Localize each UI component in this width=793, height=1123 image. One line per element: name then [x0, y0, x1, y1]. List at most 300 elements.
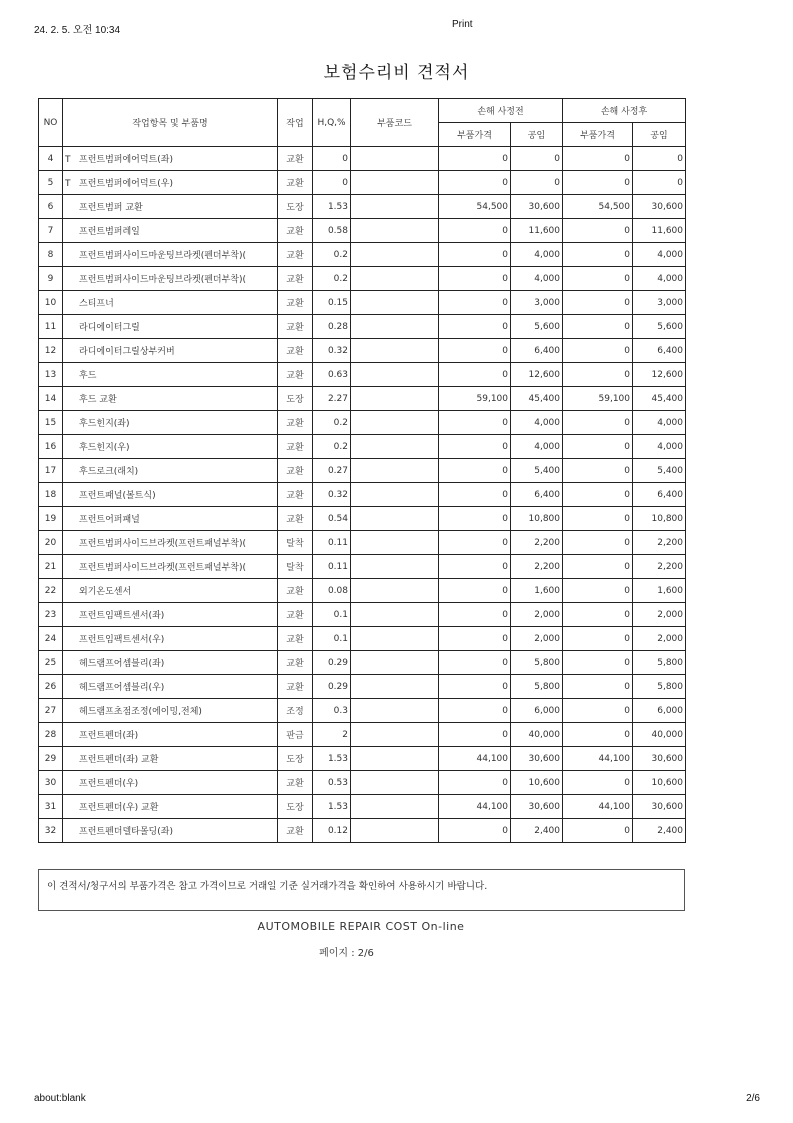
header-part-code: 부품코드 [351, 99, 439, 147]
table-row [39, 531, 686, 555]
item-name-text: 후드힌지(좌) [79, 419, 130, 429]
cell-work-type: 탈착 [278, 555, 313, 579]
table-row [39, 771, 686, 795]
cell-before-labor: 30,600 [511, 195, 563, 219]
cell-after-labor: 1,600 [633, 579, 686, 603]
cell-work-type: 교환 [278, 627, 313, 651]
cell-item-name [63, 651, 278, 675]
cell-item-name [63, 339, 278, 363]
table-row [39, 171, 686, 195]
cell-part-code [351, 243, 439, 267]
table-row [39, 603, 686, 627]
cell-after-part-price: 0 [563, 771, 633, 795]
cell-before-labor: 5,400 [511, 459, 563, 483]
header-before-part-price: 부품가격 [439, 123, 511, 147]
cell-no: 22 [39, 579, 63, 603]
cell-after-part-price: 0 [563, 507, 633, 531]
cell-before-labor: 6,400 [511, 339, 563, 363]
cell-item-name [63, 555, 278, 579]
cell-item-name [63, 603, 278, 627]
cell-hq: 0.54 [313, 507, 351, 531]
cell-after-labor: 2,000 [633, 627, 686, 651]
cell-work-type: 교환 [278, 771, 313, 795]
cell-before-labor: 5,600 [511, 315, 563, 339]
cell-work-type: 교환 [278, 411, 313, 435]
cell-no: 15 [39, 411, 63, 435]
cell-work-type: 교환 [278, 435, 313, 459]
cell-before-labor: 40,000 [511, 723, 563, 747]
cell-after-part-price: 0 [563, 339, 633, 363]
cell-item-name [63, 699, 278, 723]
cell-before-part-price: 0 [439, 699, 511, 723]
cell-after-part-price: 44,100 [563, 795, 633, 819]
cell-before-part-price: 0 [439, 147, 511, 171]
item-mark: T [65, 155, 71, 165]
cell-before-labor: 30,600 [511, 747, 563, 771]
cell-before-part-price: 0 [439, 579, 511, 603]
cell-no: 10 [39, 291, 63, 315]
cell-after-labor: 6,400 [633, 483, 686, 507]
cell-after-labor: 40,000 [633, 723, 686, 747]
cell-item-name [63, 483, 278, 507]
cell-item-name [63, 363, 278, 387]
cell-item-name [63, 795, 278, 819]
item-name-text: 프런트펜더델타몰딩(좌) [79, 827, 173, 837]
cell-before-labor: 4,000 [511, 243, 563, 267]
cell-item-name [63, 747, 278, 771]
cell-item-name [63, 459, 278, 483]
table-row [39, 627, 686, 651]
cell-after-labor: 0 [633, 147, 686, 171]
cell-part-code [351, 435, 439, 459]
cell-before-part-price: 0 [439, 603, 511, 627]
cell-after-labor: 0 [633, 171, 686, 195]
cell-hq: 1.53 [313, 795, 351, 819]
cell-no: 13 [39, 363, 63, 387]
table-row [39, 651, 686, 675]
cell-after-part-price: 0 [563, 579, 633, 603]
cell-no: 29 [39, 747, 63, 771]
cell-part-code [351, 531, 439, 555]
cell-part-code [351, 603, 439, 627]
cell-after-labor: 5,800 [633, 651, 686, 675]
cell-before-part-price: 0 [439, 363, 511, 387]
cell-before-labor: 6,400 [511, 483, 563, 507]
cell-before-labor: 30,600 [511, 795, 563, 819]
cell-before-labor: 4,000 [511, 411, 563, 435]
cell-after-part-price: 0 [563, 171, 633, 195]
cell-work-type: 교환 [278, 147, 313, 171]
item-name-text: 후드 교환 [79, 395, 117, 405]
cell-work-type: 교환 [278, 171, 313, 195]
cell-before-part-price: 0 [439, 459, 511, 483]
item-name-text: 후드 [79, 371, 97, 381]
cell-hq: 0.11 [313, 555, 351, 579]
cell-before-labor: 10,600 [511, 771, 563, 795]
item-name-text: 헤드램프어셈블리(우) [79, 683, 165, 693]
cell-before-labor: 45,400 [511, 387, 563, 411]
price-disclaimer-box [38, 869, 685, 911]
table-row [39, 435, 686, 459]
item-name-text: 라디에이터그릴 [79, 323, 140, 333]
cell-after-part-price: 0 [563, 243, 633, 267]
cell-hq: 0.32 [313, 339, 351, 363]
table-row [39, 315, 686, 339]
cell-part-code [351, 267, 439, 291]
print-page-count: 2/6 [746, 1093, 760, 1104]
cell-before-part-price: 0 [439, 411, 511, 435]
cell-before-part-price: 0 [439, 531, 511, 555]
cell-before-part-price: 59,100 [439, 387, 511, 411]
cell-no: 23 [39, 603, 63, 627]
cell-before-part-price: 44,100 [439, 747, 511, 771]
cell-item-name [63, 411, 278, 435]
price-disclaimer-text: 이 견적서/청구서의 부품가격은 참고 가격이므로 거래일 기준 실거래가격을 확인하여 사용하시기 바랍니다. [47, 881, 488, 892]
item-name-text: 프런트범퍼레일 [79, 227, 140, 237]
cell-no: 30 [39, 771, 63, 795]
item-name-text: 프런트범퍼사이드브라켓(프런트패널부착)( [79, 539, 247, 549]
item-name-text: 프런트임팩트센서(우) [79, 635, 165, 645]
cell-item-name [63, 531, 278, 555]
table-row [39, 387, 686, 411]
item-name-text: 스티프너 [79, 299, 114, 309]
cell-item-name [63, 243, 278, 267]
item-name-text: 후드힌지(우) [79, 443, 130, 453]
cell-no: 4 [39, 147, 63, 171]
cell-before-part-price: 0 [439, 171, 511, 195]
cell-part-code [351, 483, 439, 507]
cell-no: 11 [39, 315, 63, 339]
cell-hq: 0.2 [313, 243, 351, 267]
cell-part-code [351, 675, 439, 699]
cell-hq: 0.2 [313, 411, 351, 435]
item-name-text: 프런트범퍼사이드마운팅브라켓(펜더부착)( [79, 251, 247, 261]
cell-after-part-price: 0 [563, 627, 633, 651]
item-name-text: 프런트범퍼에어덕트(좌) [79, 155, 173, 165]
cell-part-code [351, 771, 439, 795]
cell-part-code [351, 507, 439, 531]
cell-before-labor: 1,600 [511, 579, 563, 603]
cell-after-labor: 5,600 [633, 315, 686, 339]
cell-before-part-price: 0 [439, 675, 511, 699]
table-row [39, 747, 686, 771]
cell-no: 27 [39, 699, 63, 723]
estimate-table [38, 98, 686, 843]
cell-part-code [351, 219, 439, 243]
cell-no: 25 [39, 651, 63, 675]
item-name-text: 프런트범퍼사이드마운팅브라켓(펜더부착)( [79, 275, 247, 285]
cell-after-part-price: 0 [563, 147, 633, 171]
cell-item-name [63, 267, 278, 291]
cell-no: 26 [39, 675, 63, 699]
item-name-text: 프런트범퍼사이드브라켓(프런트패널부착)( [79, 563, 247, 573]
header-hq: H,Q,% [313, 99, 351, 147]
cell-part-code [351, 747, 439, 771]
item-name-text: 헤드램프어셈블리(좌) [79, 659, 165, 669]
table-row [39, 819, 686, 843]
item-name-text: 프런트펜더(우) [79, 779, 139, 789]
cell-after-part-price: 0 [563, 819, 633, 843]
item-mark: T [65, 179, 71, 189]
cell-before-labor: 11,600 [511, 219, 563, 243]
print-datetime: 24. 2. 5. 오전 10:34 [34, 25, 121, 36]
cell-before-part-price: 0 [439, 219, 511, 243]
cell-item-name [63, 195, 278, 219]
table-row [39, 147, 686, 171]
cell-hq: 2.27 [313, 387, 351, 411]
cell-before-part-price: 0 [439, 339, 511, 363]
table-row [39, 555, 686, 579]
cell-part-code [351, 819, 439, 843]
cell-item-name [63, 147, 278, 171]
cell-before-labor: 12,600 [511, 363, 563, 387]
cell-after-labor: 5,800 [633, 675, 686, 699]
cell-after-labor: 11,600 [633, 219, 686, 243]
cell-after-labor: 30,600 [633, 795, 686, 819]
cell-no: 7 [39, 219, 63, 243]
table-row [39, 291, 686, 315]
cell-work-type: 판금 [278, 723, 313, 747]
cell-before-labor: 2,200 [511, 531, 563, 555]
print-url: about:blank [34, 1093, 86, 1104]
table-row [39, 675, 686, 699]
cell-after-part-price: 0 [563, 723, 633, 747]
cell-before-labor: 4,000 [511, 267, 563, 291]
cell-work-type: 도장 [278, 795, 313, 819]
cell-part-code [351, 795, 439, 819]
item-name-text: 프런트범퍼 교환 [79, 203, 143, 213]
header-after-part-price: 부품가격 [563, 123, 633, 147]
cell-after-labor: 4,000 [633, 267, 686, 291]
cell-before-labor: 4,000 [511, 435, 563, 459]
cell-part-code [351, 579, 439, 603]
cell-part-code [351, 339, 439, 363]
item-name-text: 프런트펜더(우) 교환 [79, 803, 159, 813]
cell-work-type: 교환 [278, 579, 313, 603]
item-name-text: 프런트범퍼에어덕트(우) [79, 179, 173, 189]
cell-hq: 0.08 [313, 579, 351, 603]
cell-before-part-price: 0 [439, 651, 511, 675]
cell-after-labor: 10,600 [633, 771, 686, 795]
cell-part-code [351, 651, 439, 675]
cell-before-labor: 5,800 [511, 651, 563, 675]
cell-before-labor: 2,400 [511, 819, 563, 843]
cell-after-labor: 2,000 [633, 603, 686, 627]
cell-before-part-price: 0 [439, 435, 511, 459]
table-row [39, 507, 686, 531]
item-name-text: 외기온도센서 [79, 587, 132, 597]
cell-work-type: 교환 [278, 675, 313, 699]
header-after-labor: 공임 [633, 123, 686, 147]
cell-work-type: 도장 [278, 747, 313, 771]
cell-hq: 0.1 [313, 603, 351, 627]
cell-after-part-price: 0 [563, 219, 633, 243]
table-body [39, 147, 686, 843]
cell-item-name [63, 723, 278, 747]
cell-no: 8 [39, 243, 63, 267]
cell-before-part-price: 0 [439, 627, 511, 651]
cell-part-code [351, 291, 439, 315]
cell-before-part-price: 0 [439, 483, 511, 507]
cell-item-name [63, 435, 278, 459]
cell-hq: 0.15 [313, 291, 351, 315]
cell-no: 18 [39, 483, 63, 507]
cell-work-type: 교환 [278, 363, 313, 387]
cell-no: 6 [39, 195, 63, 219]
item-name-text: 프런트패널(볼트식) [79, 491, 156, 501]
footer-page-number: 페이지 : 2/6 [319, 948, 374, 959]
cell-hq: 0.1 [313, 627, 351, 651]
cell-hq: 0 [313, 147, 351, 171]
table-row [39, 195, 686, 219]
item-name-text: 프런트어퍼패널 [79, 515, 140, 525]
cell-after-part-price: 54,500 [563, 195, 633, 219]
cell-hq: 0.3 [313, 699, 351, 723]
cell-part-code [351, 315, 439, 339]
item-name-text: 후드로크(래치) [79, 467, 139, 477]
cell-no: 21 [39, 555, 63, 579]
cell-item-name [63, 171, 278, 195]
cell-work-type: 조정 [278, 699, 313, 723]
cell-hq: 0.32 [313, 483, 351, 507]
cell-no: 28 [39, 723, 63, 747]
table-row [39, 483, 686, 507]
cell-after-labor: 10,800 [633, 507, 686, 531]
cell-no: 12 [39, 339, 63, 363]
cell-no: 19 [39, 507, 63, 531]
cell-hq: 1.53 [313, 195, 351, 219]
cell-item-name [63, 771, 278, 795]
table-row [39, 579, 686, 603]
cell-item-name [63, 387, 278, 411]
item-name-text: 라디에이터그릴상부커버 [79, 347, 175, 357]
cell-no: 5 [39, 171, 63, 195]
cell-work-type: 교환 [278, 219, 313, 243]
cell-no: 32 [39, 819, 63, 843]
cell-hq: 0.12 [313, 819, 351, 843]
cell-after-part-price: 0 [563, 267, 633, 291]
cell-after-part-price: 0 [563, 483, 633, 507]
cell-hq: 0.27 [313, 459, 351, 483]
cell-after-labor: 4,000 [633, 435, 686, 459]
cell-item-name [63, 507, 278, 531]
cell-after-part-price: 0 [563, 315, 633, 339]
cell-hq: 0.2 [313, 267, 351, 291]
cell-work-type: 교환 [278, 339, 313, 363]
cell-part-code [351, 699, 439, 723]
table-row [39, 219, 686, 243]
cell-work-type: 교환 [278, 651, 313, 675]
cell-after-labor: 2,200 [633, 555, 686, 579]
cell-after-labor: 4,000 [633, 243, 686, 267]
cell-before-part-price: 44,100 [439, 795, 511, 819]
cell-after-part-price: 0 [563, 675, 633, 699]
header-item: 작업항목 및 부품명 [63, 99, 278, 147]
cell-before-labor: 0 [511, 171, 563, 195]
table-row [39, 699, 686, 723]
cell-work-type: 교환 [278, 459, 313, 483]
cell-after-labor: 2,400 [633, 819, 686, 843]
cell-hq: 0.58 [313, 219, 351, 243]
cell-after-labor: 6,400 [633, 339, 686, 363]
table-row [39, 459, 686, 483]
table-row [39, 363, 686, 387]
cell-after-part-price: 0 [563, 555, 633, 579]
cell-work-type: 교환 [278, 507, 313, 531]
cell-part-code [351, 627, 439, 651]
cell-after-part-price: 0 [563, 363, 633, 387]
cell-after-labor: 2,200 [633, 531, 686, 555]
cell-work-type: 도장 [278, 195, 313, 219]
cell-work-type: 교환 [278, 483, 313, 507]
cell-after-labor: 30,600 [633, 747, 686, 771]
cell-item-name [63, 627, 278, 651]
cell-before-labor: 2,000 [511, 627, 563, 651]
cell-before-part-price: 0 [439, 771, 511, 795]
cell-after-part-price: 0 [563, 699, 633, 723]
cell-hq: 0.53 [313, 771, 351, 795]
cell-after-part-price: 0 [563, 603, 633, 627]
table-row [39, 723, 686, 747]
header-no: NO [39, 99, 63, 147]
cell-after-part-price: 0 [563, 435, 633, 459]
cell-after-part-price: 59,100 [563, 387, 633, 411]
cell-work-type: 교환 [278, 267, 313, 291]
cell-hq: 0.11 [313, 531, 351, 555]
cell-after-part-price: 0 [563, 411, 633, 435]
cell-after-part-price: 0 [563, 651, 633, 675]
table-row [39, 267, 686, 291]
header-before-labor: 공임 [511, 123, 563, 147]
cell-before-part-price: 54,500 [439, 195, 511, 219]
cell-after-part-price: 0 [563, 459, 633, 483]
cell-before-part-price: 0 [439, 723, 511, 747]
cell-no: 14 [39, 387, 63, 411]
cell-after-labor: 45,400 [633, 387, 686, 411]
cell-after-part-price: 0 [563, 291, 633, 315]
cell-part-code [351, 411, 439, 435]
cell-item-name [63, 675, 278, 699]
cell-work-type: 교환 [278, 819, 313, 843]
cell-work-type: 교환 [278, 243, 313, 267]
cell-before-part-price: 0 [439, 243, 511, 267]
cell-before-labor: 10,800 [511, 507, 563, 531]
print-title: Print [452, 19, 473, 30]
cell-before-labor: 0 [511, 147, 563, 171]
cell-no: 9 [39, 267, 63, 291]
cell-work-type: 교환 [278, 315, 313, 339]
cell-after-labor: 30,600 [633, 195, 686, 219]
item-name-text: 헤드램프초점조정(에이밍,전체) [79, 707, 202, 717]
cell-before-labor: 6,000 [511, 699, 563, 723]
cell-work-type: 도장 [278, 387, 313, 411]
table-header [39, 99, 686, 147]
table-row [39, 411, 686, 435]
cell-before-part-price: 0 [439, 291, 511, 315]
cell-part-code [351, 387, 439, 411]
cell-part-code [351, 147, 439, 171]
cell-part-code [351, 363, 439, 387]
cell-after-labor: 6,000 [633, 699, 686, 723]
cell-hq: 0 [313, 171, 351, 195]
cell-after-labor: 3,000 [633, 291, 686, 315]
cell-no: 24 [39, 627, 63, 651]
cell-before-labor: 2,000 [511, 603, 563, 627]
cell-part-code [351, 195, 439, 219]
cell-no: 17 [39, 459, 63, 483]
item-name-text: 프런트펜더(좌) 교환 [79, 755, 159, 765]
header-before-adjustment: 손해 사정전 [439, 99, 563, 123]
